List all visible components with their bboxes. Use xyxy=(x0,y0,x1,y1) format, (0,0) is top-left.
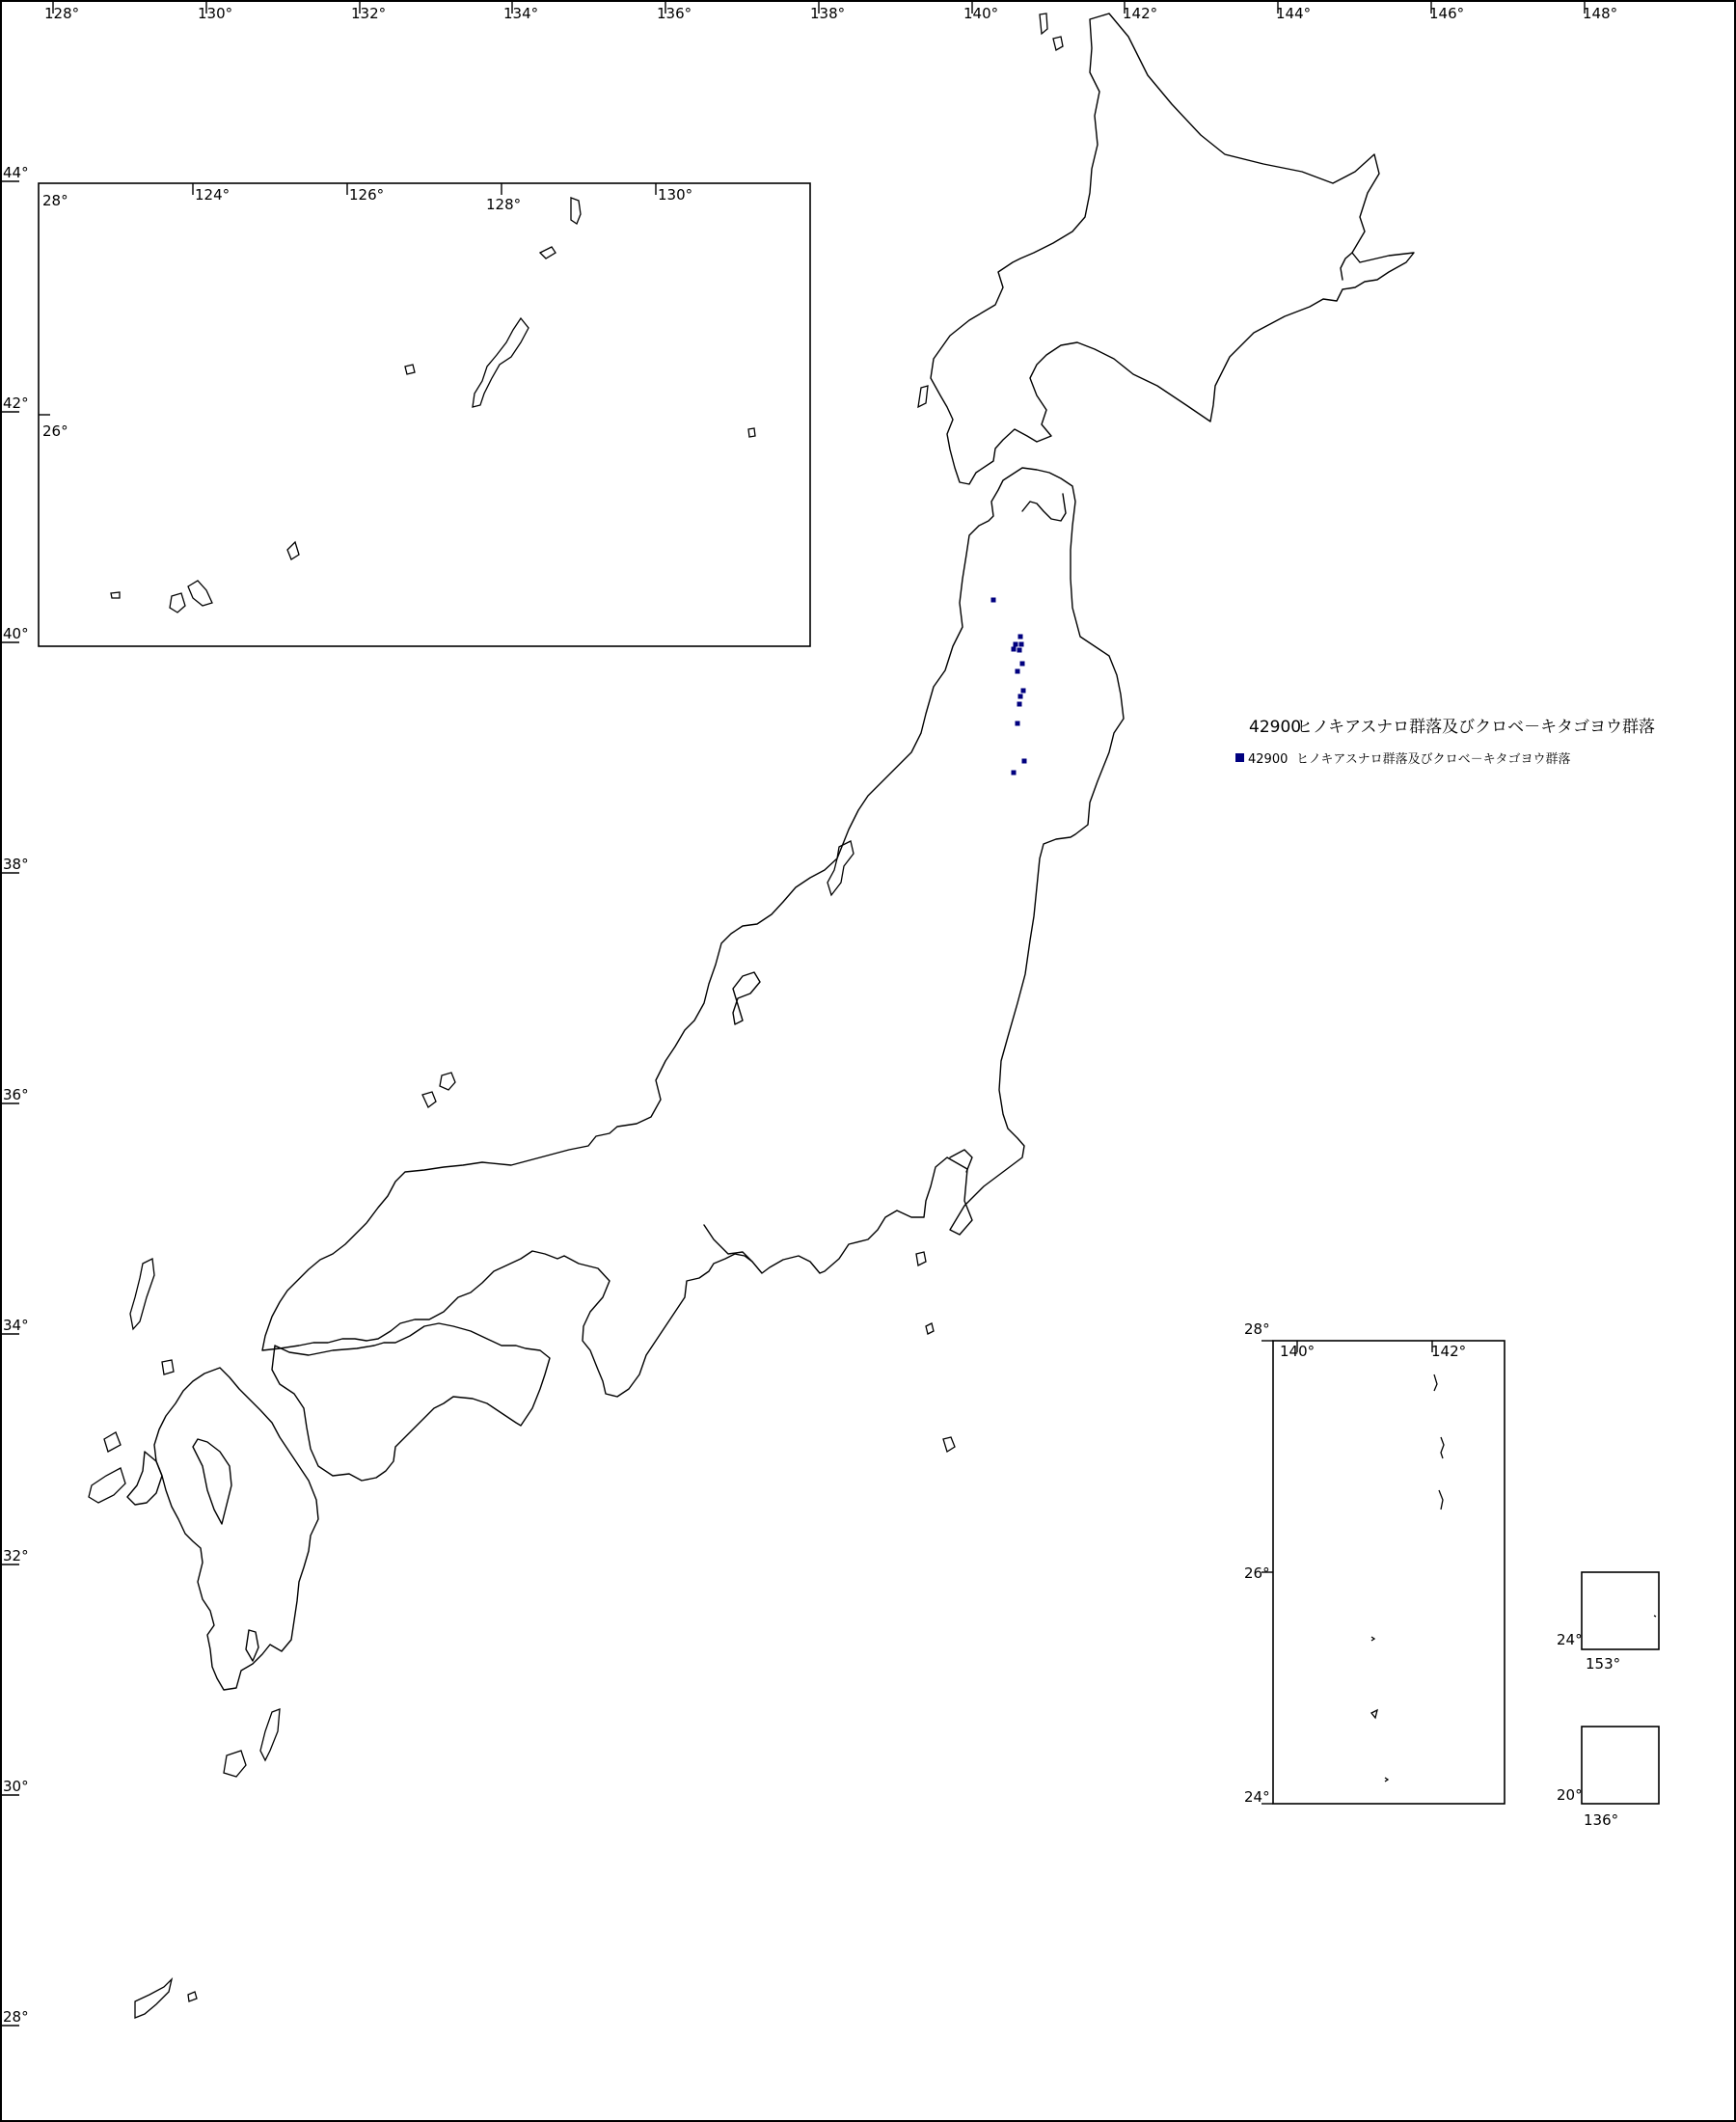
ogasawara-lat-28: 28° xyxy=(1244,1320,1270,1338)
lat-label-42: 42° xyxy=(3,394,29,412)
lat-label-34: 34° xyxy=(3,1317,29,1334)
miyako-inset xyxy=(287,542,299,559)
map-title xyxy=(1249,718,1655,737)
minamitorishima-inset-frame xyxy=(1582,1572,1659,1649)
lon-label-142: 142° xyxy=(1123,5,1158,22)
yakushima xyxy=(224,1751,246,1777)
ryukyu-lon-126: 126° xyxy=(349,186,385,204)
occurrence-marker xyxy=(1016,669,1020,674)
kyushu-coast xyxy=(154,1368,318,1690)
lat-label-44: 44° xyxy=(3,164,29,181)
ryukyu-lat-26: 26° xyxy=(42,422,68,440)
nemuro-detail xyxy=(1341,253,1352,280)
occurrence-marker xyxy=(991,598,996,603)
izu-oshima xyxy=(916,1252,926,1265)
iriomote-inset xyxy=(170,593,185,612)
legend-code: 42900 xyxy=(1248,752,1288,767)
okinotorishima-lon: 136° xyxy=(1584,1811,1619,1829)
okinotorishima-inset-frame xyxy=(1582,1727,1659,1804)
occurrence-marker xyxy=(1021,689,1026,694)
kagoshima-bay xyxy=(246,1630,258,1661)
goto-islands xyxy=(89,1468,125,1503)
lat-label-40: 40° xyxy=(3,625,29,642)
hokkaido-coast xyxy=(931,14,1414,484)
kikaijima xyxy=(188,1992,197,2001)
ryukyu-lon-130: 130° xyxy=(658,186,693,204)
ryukyu-inset xyxy=(39,183,810,646)
yonaguni-inset xyxy=(111,592,120,598)
honshu-coast xyxy=(262,468,1124,1397)
lat-label-30: 30° xyxy=(3,1778,29,1795)
noto-peninsula xyxy=(733,972,760,1024)
minamitorishima-lat: 24° xyxy=(1557,1631,1583,1648)
nagasaki-peninsula xyxy=(127,1452,162,1505)
ishigaki-inset xyxy=(188,581,212,606)
occurrence-marker xyxy=(1017,702,1022,707)
hachijojima xyxy=(943,1437,955,1452)
title-code: 42900 xyxy=(1249,718,1302,737)
ariake-sea xyxy=(193,1439,231,1524)
occurrence-marker xyxy=(1017,648,1022,653)
ryukyu-lon-124: 124° xyxy=(195,186,231,204)
shikoku-coast xyxy=(272,1323,550,1481)
ryukyu-label-28: 28° xyxy=(42,192,68,209)
lon-label-130: 130° xyxy=(198,5,233,22)
lat-label-38: 38° xyxy=(3,856,29,873)
occurrence-marker xyxy=(1022,759,1027,764)
mukojima-inset xyxy=(1434,1374,1437,1391)
lon-label-128: 128° xyxy=(44,5,80,22)
amami-oshima xyxy=(135,1979,172,2018)
okinotorishima-inset xyxy=(1557,1727,1659,1829)
lon-label-138: 138° xyxy=(810,5,846,22)
ryukyu-inset-frame xyxy=(39,183,810,646)
lon-label-148: 148° xyxy=(1583,5,1618,22)
occurrence-marker xyxy=(1018,694,1023,699)
lon-label-144: 144° xyxy=(1276,5,1312,22)
miyakejima xyxy=(926,1323,934,1334)
chichijima-inset xyxy=(1441,1437,1444,1458)
main-latitude-axis xyxy=(0,164,29,2026)
legend xyxy=(1235,752,1570,767)
okinotorishima-lat: 20° xyxy=(1557,1786,1583,1804)
amami-inset xyxy=(571,198,581,224)
goto-islands-2 xyxy=(104,1432,121,1452)
ogasawara-lat-26: 26° xyxy=(1244,1564,1270,1582)
lat-label-28: 28° xyxy=(3,2008,29,2026)
iki xyxy=(162,1360,174,1374)
occurrence-marker xyxy=(1012,771,1017,775)
iwojima-inset xyxy=(1371,1710,1377,1718)
legend-swatch xyxy=(1235,753,1244,762)
kume-inset xyxy=(405,365,415,374)
title-name: ヒノキアスナロ群落及びクロベ－キタゴヨウ群落 xyxy=(1296,718,1655,737)
minamitorishima-island xyxy=(1654,1616,1656,1617)
hahajima-inset xyxy=(1439,1490,1443,1510)
coastlines xyxy=(89,14,1414,2018)
rebun-island xyxy=(1040,14,1047,34)
lon-label-146: 146° xyxy=(1429,5,1465,22)
oki-islands xyxy=(440,1073,455,1090)
occurrence-marker xyxy=(1016,721,1020,726)
ogasawara-lat-24: 24° xyxy=(1244,1788,1270,1806)
minamitorishima-inset xyxy=(1557,1572,1659,1673)
minamitorishima-lon: 153° xyxy=(1586,1655,1621,1673)
ryukyu-lon-128: 128° xyxy=(486,196,522,213)
occurrence-points xyxy=(991,598,1027,775)
daito-inset xyxy=(748,428,755,437)
lat-label-32: 32° xyxy=(3,1547,29,1564)
occurrence-marker xyxy=(1014,642,1018,647)
mutsu-bay-detail xyxy=(1022,494,1066,521)
okushiri-island xyxy=(918,386,928,407)
ogasawara-inset-frame xyxy=(1273,1341,1505,1804)
occurrence-marker xyxy=(1019,642,1024,647)
kitaiwo-inset xyxy=(1371,1637,1374,1641)
minamiiwo-inset xyxy=(1385,1778,1388,1782)
occurrence-marker xyxy=(1012,647,1017,652)
main-longitude-axis xyxy=(44,0,1617,22)
oki-islands-2 xyxy=(422,1092,436,1107)
tokunoshima-inset xyxy=(540,247,556,258)
tanegashima xyxy=(260,1709,280,1760)
rishiri-island xyxy=(1053,37,1063,50)
ogasawara-lon-142: 142° xyxy=(1431,1343,1467,1360)
ogasawara-lon-140: 140° xyxy=(1280,1343,1316,1360)
occurrence-marker xyxy=(1020,662,1025,667)
occurrence-marker xyxy=(1018,635,1023,639)
ogasawara-inset xyxy=(1244,1320,1505,1806)
okinawa-island xyxy=(473,318,529,407)
lat-label-36: 36° xyxy=(3,1086,29,1103)
lon-label-134: 134° xyxy=(503,5,539,22)
lon-label-140: 140° xyxy=(963,5,999,22)
legend-name: ヒノキアスナロ群落及びクロベ－キタゴヨウ群落 xyxy=(1296,752,1571,767)
tsushima xyxy=(130,1259,154,1329)
lon-label-136: 136° xyxy=(657,5,692,22)
lon-label-132: 132° xyxy=(351,5,387,22)
